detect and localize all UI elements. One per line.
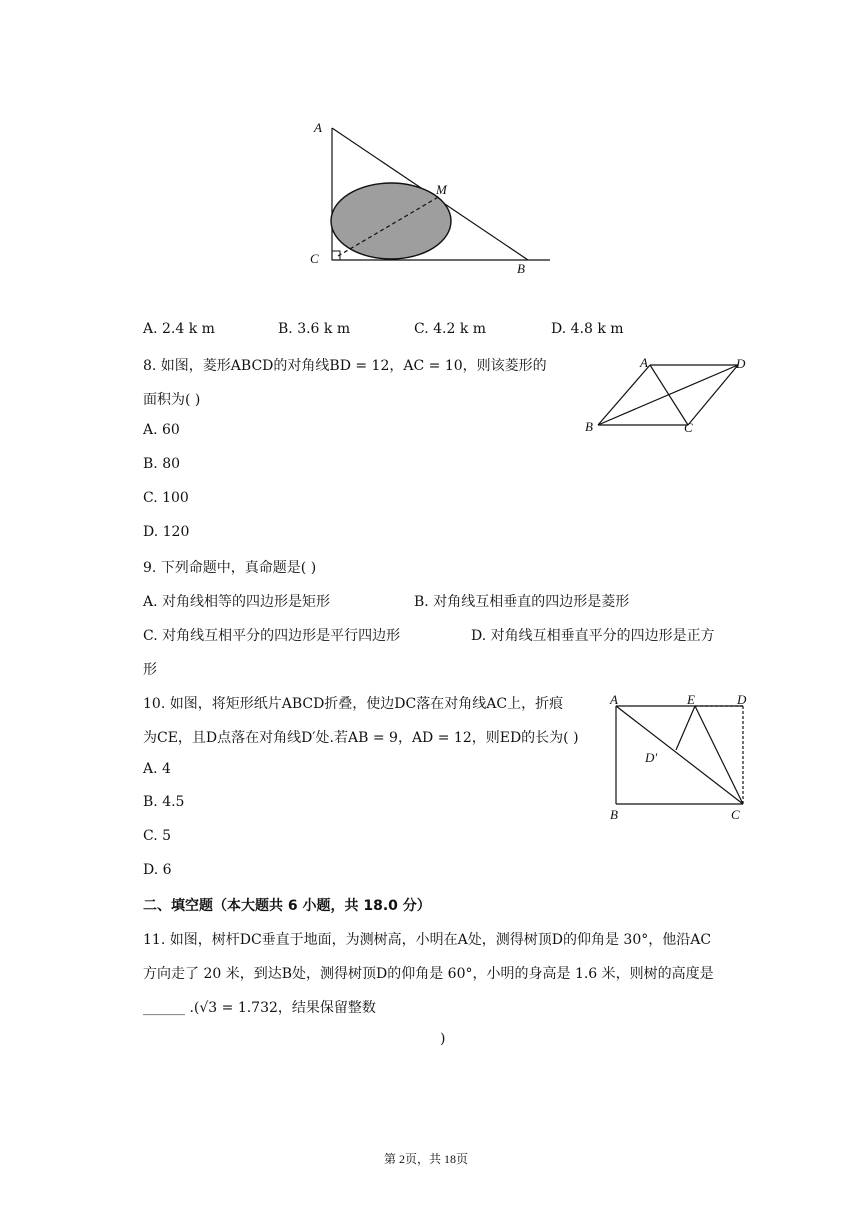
label-B: B — [517, 261, 525, 276]
label-C: C — [731, 807, 740, 822]
label-D: D — [737, 692, 747, 707]
q7-option-a: A. 2.4 k m — [143, 321, 215, 337]
label-C: C — [310, 251, 319, 266]
q9-option-d: D. 对角线互相垂直平分的四边形是正方 — [471, 628, 715, 644]
label-A: A — [640, 355, 648, 370]
q7-option-d: D. 4.8 k m — [551, 321, 624, 337]
q11-stem-line3: ______ .(√3 = 1.732，结果保留整数 — [143, 1000, 376, 1016]
q10-option-d: D. 6 — [143, 862, 172, 878]
q10-option-a: A. 4 — [143, 761, 171, 777]
q8-option-d: D. 120 — [143, 524, 190, 540]
q7-option-c: C. 4.2 k m — [414, 321, 487, 337]
q9-option-c: C. 对角线互相平分的四边形是平行四边形 — [143, 628, 401, 644]
q9-stem: 9. 下列命题中，真命题是( ) — [143, 560, 317, 576]
figure-q7-triangle-ellipse — [300, 110, 560, 310]
q8-option-b: B. 80 — [143, 456, 181, 472]
figure-q10-folded-rectangle — [600, 688, 760, 828]
ellipse-shape — [331, 183, 451, 259]
q10-option-c: C. 5 — [143, 828, 172, 844]
q10-stem-line1: 10. 如图，将矩形纸片ABCD折叠，使边DC落在对角线AC上，折痕 — [143, 696, 564, 712]
q8-stem-line2: 面积为( ) — [143, 392, 201, 408]
q11-stem-line1: 11. 如图，树杆DC垂直于地面，为测树高，小明在A处，测得树顶D的仰角是 30°，他沿AC — [143, 932, 712, 948]
label-A: A — [314, 120, 322, 135]
page-footer: 第 2页，共 18页 — [384, 1152, 469, 1166]
q9-option-d-wrap: 形 — [143, 662, 157, 678]
q8-option-c: C. 100 — [143, 490, 189, 506]
q9-option-b: B. 对角线互相垂直的四边形是菱形 — [414, 594, 630, 610]
label-M: M — [436, 182, 447, 197]
label-D-prime: D′ — [645, 750, 658, 765]
q11-stem-line2: 方向走了 20 米，到达B处，测得树顶D的仰角是 60°，小明的身高是 1.6 米，则树的高度是 — [143, 966, 714, 982]
label-A: A — [610, 692, 618, 707]
q8-stem-line1: 8. 如图，菱形ABCD的对角线BD = 12，AC = 10，则该菱形的 — [143, 358, 547, 374]
label-B: B — [585, 419, 593, 434]
q10-option-b: B. 4.5 — [143, 794, 185, 810]
figure-q8-rhombus — [580, 350, 760, 440]
section-2-heading: 二、填空题（本大题共 6 小题，共 18.0 分） — [143, 898, 431, 914]
q10-stem-line2: 为CE，且D点落在对角线D′处.若AB = 9，AD = 12，则ED的长为( ) — [143, 730, 579, 746]
label-E: E — [687, 692, 695, 707]
label-D: D — [736, 356, 746, 371]
label-C: C — [684, 420, 693, 435]
q11-stem-line4: ) — [440, 1031, 446, 1047]
q8-option-a: A. 60 — [143, 422, 180, 438]
label-B: B — [610, 807, 618, 822]
q7-option-b: B. 3.6 k m — [278, 321, 351, 337]
q9-option-a: A. 对角线相等的四边形是矩形 — [143, 594, 331, 610]
